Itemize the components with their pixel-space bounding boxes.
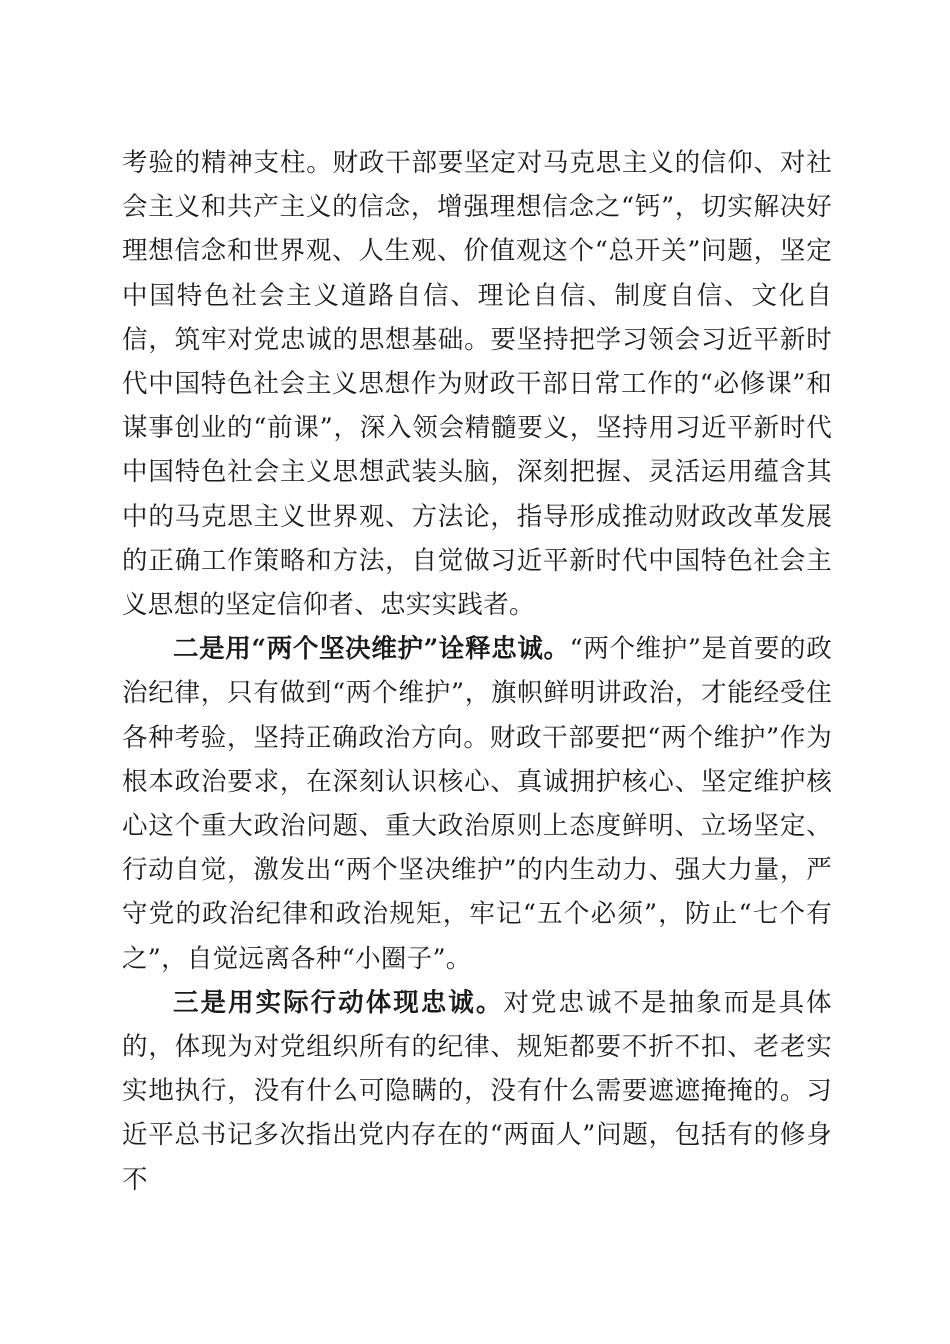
document-body	[122, 141, 832, 1202]
paragraph-2	[122, 627, 832, 981]
paragraph-3-text: 对党忠诚不是抽象而是具体的，体现为对党组织所有的纪律、规矩都要不折不扣、老老实实地执行，没有什么可隐瞒的，没有什么需要遮遮掩掩的。习近平总书记多次指出党内存在的“两面人”问题，包括有的修身不	[122, 987, 832, 1195]
paragraph-3-lead: 三是用实际行动体现忠诚。	[173, 987, 504, 1018]
paragraph-1-text: 考验的精神支柱。财政干部要坚定对马克思主义的信仰、对社会主义和共产主义的信念，增强理想信念之“钙”，切实解决好理想信念和世界观、人生观、价值观这个“总开关”问题，坚定中国特色社会主义道路自信、理论自信、制度自信、文化自信，筑牢对党忠诚的思想基础。要坚持把学习领会习近平新时代中国特色社会主义思想作为财政干部日常工作的“必修课”和谋事创业的“前课”，深入领会精髓要义，坚持用习近平新时代中国特色社会主义思想武装头脑，深刻把握、灵活运用蕴含其中的马克思主义世界观、方法论，指导形成推动财政改革发展的正确工作策略和方法，自觉做习近平新时代中国特色社会主义思想的坚定信仰者、忠实实践者。	[122, 148, 832, 621]
paragraph-3	[122, 981, 832, 1202]
paragraph-2-lead: 二是用“两个坚决维护”诠释忠诚。	[173, 634, 570, 665]
paragraph-2-text: “两个维护”是首要的政治纪律，只有做到“两个维护”，旗帜鲜明讲政治，才能经受住各种考验，坚持正确政治方向。财政干部要把“两个维护”作为根本政治要求，在深刻认识核心、真诚拥护核心、坚定维护核心这个重大政治问题、重大政治原则上态度鲜明、立场坚定、行动自觉，激发出“两个坚决维护”的内生动力、强大力量，严守党的政治纪律和政治规矩，牢记“五个必须”，防止“七个有之”，自觉远离各种“小圈子”。	[122, 634, 833, 974]
paragraph-1	[122, 141, 832, 627]
